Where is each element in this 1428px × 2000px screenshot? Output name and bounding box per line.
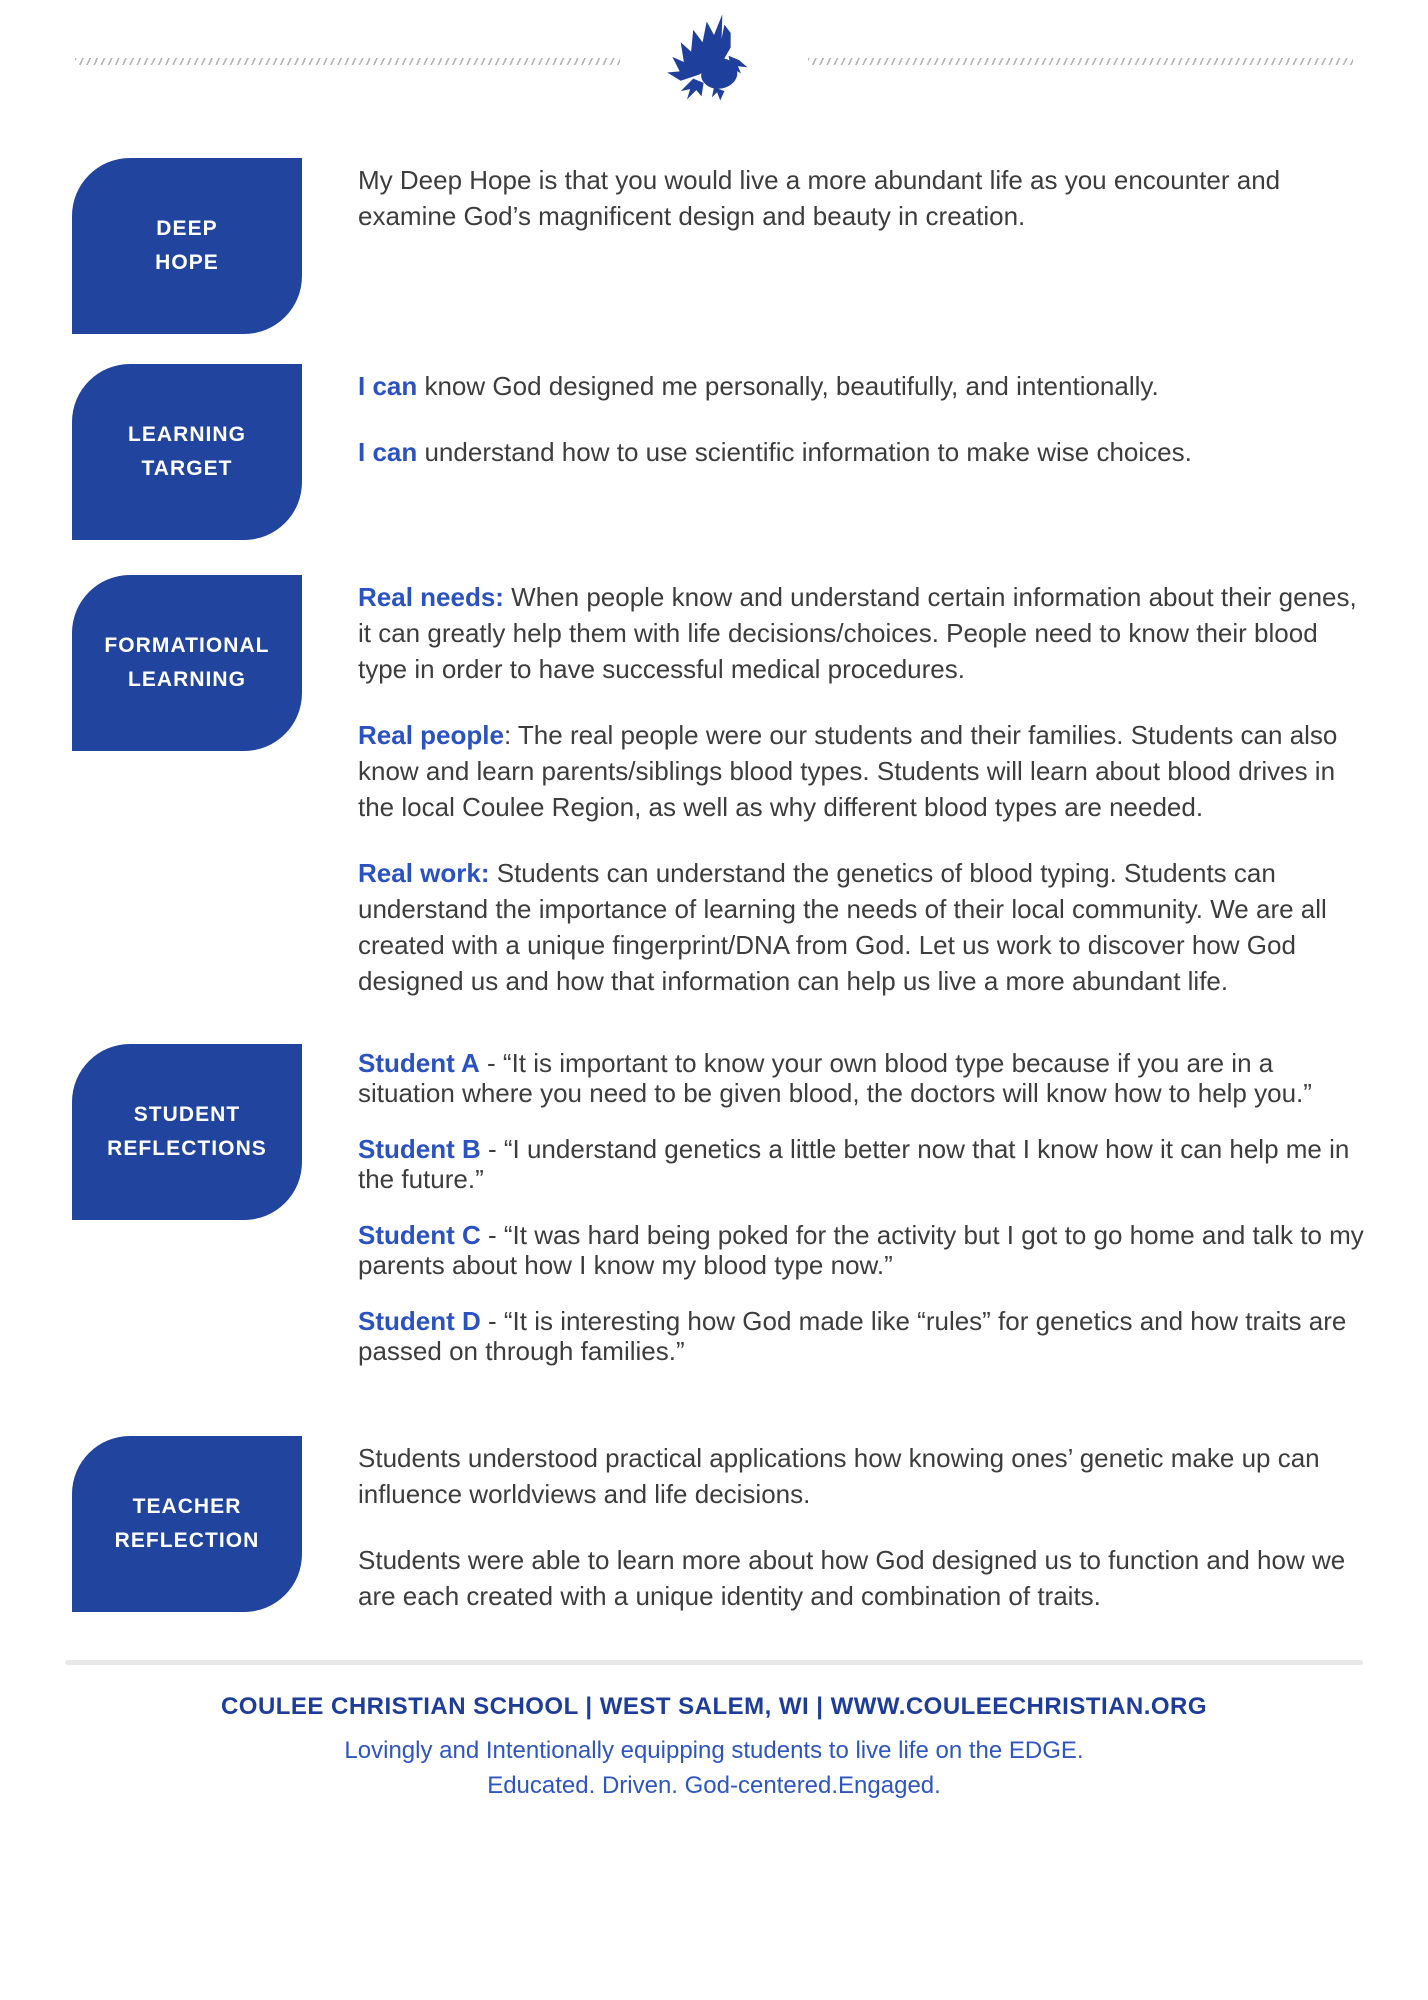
label-line: HOPE bbox=[155, 251, 219, 274]
student-reflections-content bbox=[358, 1044, 1370, 1392]
footer-divider bbox=[65, 1660, 1363, 1665]
paragraph bbox=[358, 1440, 1370, 1512]
label-line: TEACHER bbox=[132, 1494, 242, 1518]
section-deep-hope bbox=[0, 158, 1428, 334]
paragraph-text: - “It is important to know your own blood type because if you are in a situation where you need to be given blood, the doctors will know how to help you.” bbox=[358, 1048, 1312, 1108]
paragraph bbox=[358, 1134, 1370, 1194]
label-line: LEARNING bbox=[127, 422, 247, 446]
teacher-reflection-label-box bbox=[72, 1436, 302, 1612]
paragraph-text: Students were able to learn more about how God designed us to function and how we are each created with a unique identity and combination of traits. bbox=[358, 1545, 1346, 1611]
label-line: TARGET bbox=[141, 457, 233, 480]
deep-hope-label-box bbox=[72, 158, 302, 334]
paragraph-text: Students can understand the genetics of blood typing. Students can understand the importance of learning the needs of their local community. We are all created with a unique fingerprint/DNA from God. Let us work to discover how God designed us and how that information can help us live a more abundant life. bbox=[358, 858, 1327, 996]
paragraph-text: My Deep Hope is that you would live a more abundant life as you encounter and examine God’s magnificent design and beauty in creation. bbox=[358, 165, 1281, 231]
section-teacher-reflection bbox=[0, 1436, 1428, 1614]
label-line: DEEP bbox=[156, 216, 218, 240]
formational-learning-label-box bbox=[72, 575, 302, 751]
paragraph-text: - “It was hard being poked for the activity but I got to go home and talk to my parents about how I know my blood type now.” bbox=[358, 1220, 1364, 1280]
paragraph-text: - “It is interesting how God made like “rules” for genetics and how traits are passed on through families.” bbox=[358, 1306, 1347, 1366]
paragraph-text: know God designed me personally, beautifully, and intentionally. bbox=[417, 371, 1159, 401]
formational-learning-content bbox=[358, 575, 1370, 999]
paragraph-text: understand how to use scientific information to make wise choices. bbox=[417, 437, 1192, 467]
paragraph-lead: Real needs: bbox=[358, 582, 504, 612]
paragraph bbox=[358, 162, 1370, 234]
school-name-line: COULEE CHRISTIAN SCHOOL | WEST SALEM, WI | WWW.COULEECHRISTIAN.ORG bbox=[221, 1693, 1207, 1720]
paragraph-lead: Real work: bbox=[358, 858, 490, 888]
paragraph bbox=[358, 1220, 1370, 1280]
paragraph bbox=[358, 717, 1370, 825]
paragraph bbox=[358, 1306, 1370, 1366]
paragraph bbox=[358, 434, 1370, 470]
learning-target-label-box bbox=[72, 364, 302, 540]
paragraph-lead: Student C bbox=[358, 1220, 481, 1250]
paragraph-lead: I can bbox=[358, 437, 418, 467]
paragraph bbox=[358, 855, 1370, 999]
section-student-reflections bbox=[0, 1044, 1428, 1392]
paragraph bbox=[358, 368, 1370, 404]
paragraph-text: - “I understand genetics a little better now that I know how it can help me in the future.” bbox=[358, 1134, 1350, 1194]
teacher-reflection-content bbox=[358, 1436, 1370, 1614]
footer-tagline-2: Educated. Driven. God-centered.Engaged. bbox=[487, 1772, 941, 1799]
paragraph bbox=[358, 579, 1370, 687]
learning-target-content bbox=[358, 364, 1370, 470]
page-footer bbox=[0, 1693, 1428, 1833]
paragraph-lead: Student A bbox=[358, 1048, 480, 1078]
paragraph-text: Students understood practical applications how knowing ones’ genetic make up can influence worldviews and life decisions. bbox=[358, 1443, 1320, 1509]
label-line: REFLECTIONS bbox=[107, 1137, 267, 1160]
label-line: STUDENT bbox=[133, 1102, 241, 1126]
label-line: FORMATIONAL bbox=[104, 633, 270, 657]
paragraph bbox=[358, 1048, 1370, 1108]
label-line: REFLECTION bbox=[114, 1529, 260, 1552]
section-formational-learning bbox=[0, 575, 1428, 999]
header-hatch-line-left bbox=[75, 58, 620, 65]
paragraph-text: : The real people were our students and their families. Students can also know and learn parents/siblings blood types. Students will learn about blood drives in the local Coulee Region, as well as why different blood types are needed. bbox=[358, 720, 1338, 822]
paragraph-lead: I can bbox=[358, 371, 418, 401]
footer-tagline-1: Lovingly and Intentionally equipping students to live life on the EDGE. bbox=[344, 1737, 1084, 1764]
page-header bbox=[0, 0, 1428, 92]
deep-hope-content bbox=[358, 158, 1370, 234]
paragraph-lead: Student B bbox=[358, 1134, 481, 1164]
header-hatch-line-right bbox=[808, 58, 1353, 65]
paragraph-lead: Student D bbox=[358, 1306, 481, 1336]
student-reflections-label-box bbox=[72, 1044, 302, 1220]
section-learning-target bbox=[0, 364, 1428, 540]
eagle-logo-icon bbox=[662, 14, 766, 108]
school-logo bbox=[654, 14, 774, 108]
paragraph bbox=[358, 1542, 1370, 1614]
paragraph-lead: Real people bbox=[358, 720, 504, 750]
paragraph-text: When people know and understand certain information about their genes, it can greatly help them with life decisions/choices. People need to know their blood type in order to have successful medical procedures. bbox=[358, 582, 1357, 684]
label-line: LEARNING bbox=[127, 668, 247, 691]
